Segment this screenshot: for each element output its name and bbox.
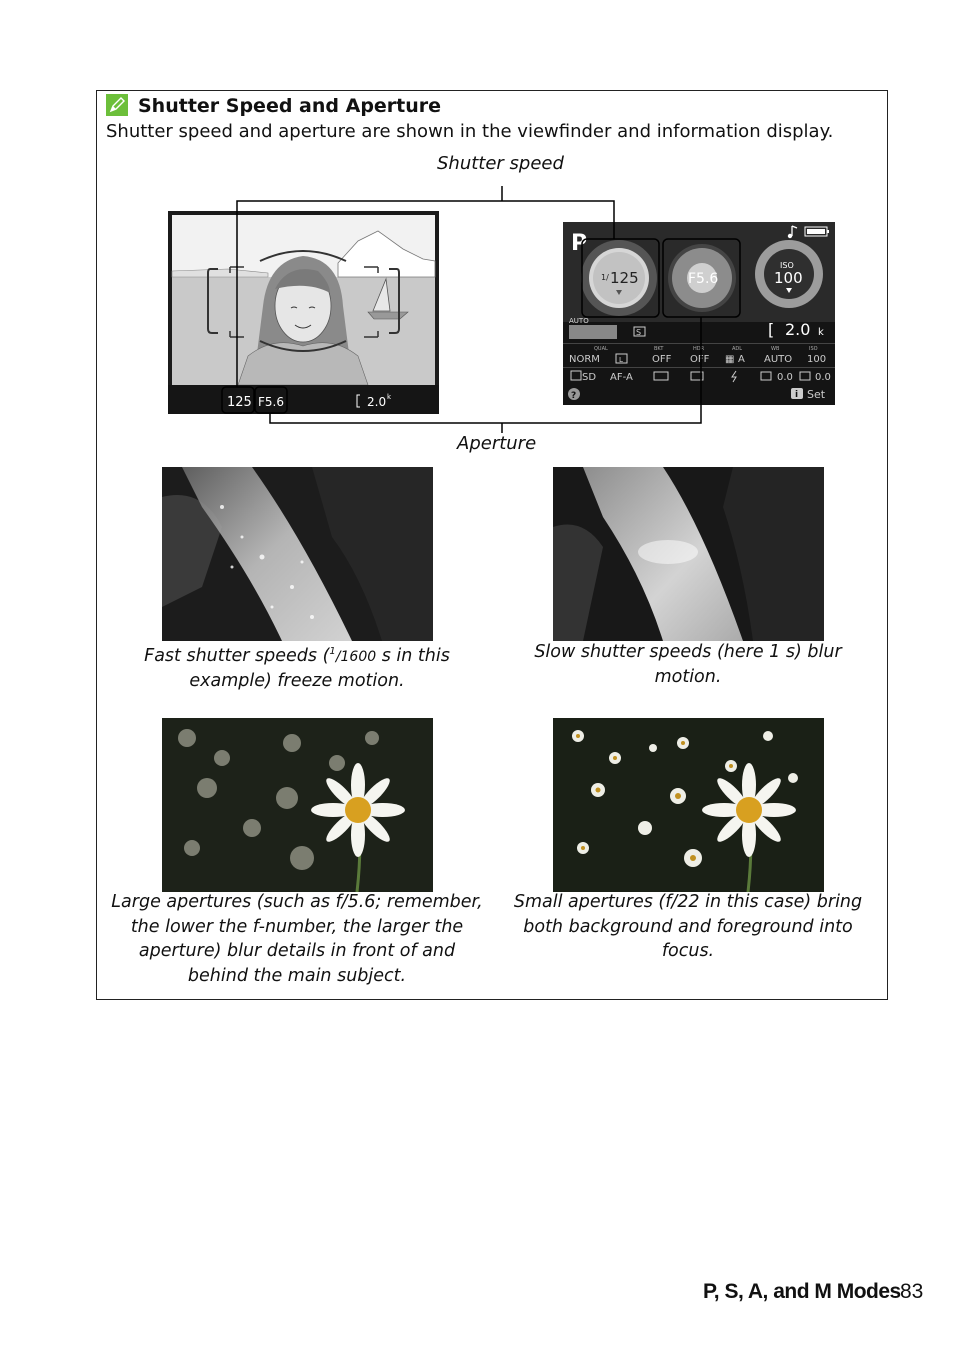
info-exposure-value: 2.0 bbox=[785, 320, 811, 339]
info-iso-value: 100 bbox=[774, 269, 803, 287]
row1-header-adl: ADL bbox=[732, 346, 743, 352]
row1-wb: AUTO bbox=[764, 354, 793, 365]
info-display-illustration bbox=[563, 222, 835, 405]
vf-aperture-value: F5.6 bbox=[258, 395, 284, 409]
vf-exposure-suffix: k bbox=[387, 393, 392, 401]
row1-iso: 100 bbox=[807, 354, 827, 365]
metering-grid-icon bbox=[569, 325, 617, 339]
caption-small-aperture: Small apertures (f/22 in this case) bring both background and foreground into focus. bbox=[513, 892, 863, 961]
row1-adl-icon: ▦ bbox=[725, 354, 735, 365]
row1-bkt: OFF bbox=[652, 354, 672, 365]
caption-fast-shutter-pre: Fast shutter speeds ( bbox=[144, 645, 330, 666]
row2-picture-control: SD bbox=[582, 372, 597, 383]
vf-shutter-value: 125 bbox=[227, 395, 252, 410]
row2-flash-comp: 0.0 bbox=[777, 372, 793, 383]
pencil-tip-icon bbox=[106, 94, 128, 116]
row1-adl: A bbox=[738, 354, 745, 365]
tip-intro: Shutter speed and aperture are shown in the viewfinder and information display. bbox=[106, 121, 834, 142]
help-label: ? bbox=[571, 391, 577, 401]
tip-title: Shutter Speed and Aperture bbox=[138, 95, 442, 117]
photo-slow-shutter bbox=[553, 467, 824, 641]
row1-header-hdr: HDR bbox=[693, 346, 705, 352]
aperture-label: Aperture bbox=[457, 433, 537, 454]
photo-large-aperture bbox=[162, 718, 433, 892]
row2-exposure-comp: 0.0 bbox=[815, 372, 831, 383]
row2-af-mode: AF-A bbox=[610, 372, 633, 383]
info-aperture-value: F5.6 bbox=[688, 271, 719, 287]
row1-header-wb: WB bbox=[771, 346, 780, 352]
row1-header-qual: QUAL bbox=[594, 346, 608, 352]
row1-norm: NORM bbox=[569, 354, 600, 365]
photo-fast-shutter bbox=[162, 467, 433, 641]
info-auto-label: AUTO bbox=[569, 317, 589, 325]
shutter-speed-label: Shutter speed bbox=[437, 153, 564, 174]
caption-fast-shutter-post: s in this example) freeze motion. bbox=[189, 645, 450, 692]
info-s-label: S bbox=[636, 328, 642, 337]
footer-section-title: P, S, A, and M Modes bbox=[703, 1280, 901, 1303]
info-exposure-bracket: [ bbox=[768, 320, 775, 339]
info-exposure-suffix: k bbox=[818, 327, 824, 338]
set-label: Set bbox=[807, 388, 826, 401]
caption-large-aperture: Large apertures (such as f/5.6; remember, the lower the f-number, the larger the aperture) blur details in front of and behind the main subject. bbox=[111, 892, 483, 986]
info-mode: P bbox=[571, 231, 588, 256]
info-button-label: i bbox=[795, 390, 799, 400]
caption-fast-shutter-sub: /1600 bbox=[335, 648, 377, 665]
row1-hdr: OFF bbox=[690, 354, 710, 365]
viewfinder-illustration bbox=[168, 211, 439, 414]
info-display-screen bbox=[563, 222, 835, 405]
photo-small-aperture bbox=[553, 718, 824, 892]
caption-fast-shutter-sup: 1 bbox=[329, 646, 336, 657]
row1-size: L bbox=[619, 356, 623, 364]
row1-header-iso: ISO bbox=[809, 346, 818, 352]
caption-slow-shutter: Slow shutter speeds (here 1 s) blur motion. bbox=[534, 642, 842, 687]
info-shutter-prefix: 1/ bbox=[601, 273, 609, 282]
info-shutter-value: 125 bbox=[610, 269, 639, 287]
vf-exposure-value: 2.0 bbox=[367, 395, 387, 409]
viewfinder-scene bbox=[168, 211, 439, 414]
row1-header-bkt: BKT bbox=[654, 346, 664, 352]
page-number: 83 bbox=[900, 1280, 924, 1303]
info-iso-label: ISO bbox=[780, 261, 794, 270]
caption-fast-shutter bbox=[112, 640, 482, 694]
